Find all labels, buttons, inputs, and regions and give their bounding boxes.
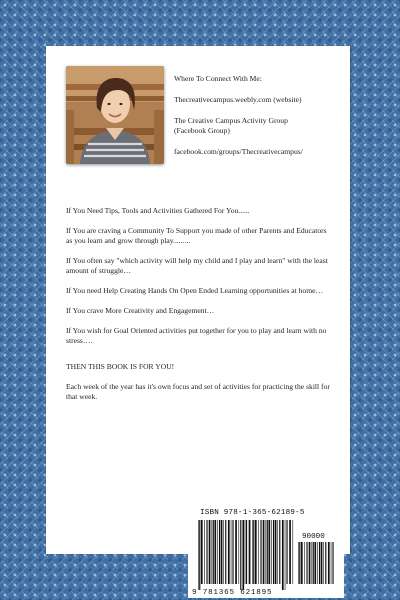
barcode-bar xyxy=(253,520,254,584)
barcode-bar xyxy=(235,520,237,584)
barcode-bar xyxy=(255,520,257,584)
barcode-bar xyxy=(319,542,320,584)
blurb-paragraph-tips: If You Need Tips, Tools and Activities Gathered For You...... xyxy=(66,206,250,215)
barcode-bar xyxy=(298,542,299,584)
facebook-group-link[interactable]: facebook.com/groups/Thecreativecampus/ xyxy=(174,147,303,156)
closing-paragraph: Each week of the year has it's own focus and set of activities for practicing the skill for that week. xyxy=(66,382,330,401)
barcode-bar xyxy=(219,520,220,584)
connect-heading: Where To Connect With Me: xyxy=(174,74,262,83)
barcode-bar xyxy=(285,520,286,590)
author-photo xyxy=(66,66,164,164)
barcode-bar xyxy=(325,542,326,584)
back-cover-panel xyxy=(46,46,350,554)
barcode-bar xyxy=(328,542,330,584)
barcode-bar xyxy=(225,520,226,584)
price-code: 90000 xyxy=(302,533,325,541)
barcode-bar xyxy=(275,520,277,584)
barcode-bar xyxy=(232,520,233,584)
barcode-bar xyxy=(242,520,244,590)
barcode-bar xyxy=(321,542,323,584)
blurb-paragraph-activity: If You often say "which activity will help my child and I play and learn" with the least amount of struggle… xyxy=(66,256,328,275)
barcode-bar xyxy=(304,542,305,584)
barcode-bar xyxy=(198,520,199,590)
barcode-bar xyxy=(286,520,287,584)
barcode-bar xyxy=(279,520,280,584)
barcode-bar xyxy=(246,520,247,584)
facebook-group-name: The Creative Campus Activity Group xyxy=(174,116,288,125)
ean-digits: 9 781365 621895 xyxy=(192,589,273,597)
barcode-bar xyxy=(223,520,224,584)
barcode-bar xyxy=(263,520,265,584)
price-addon-bars xyxy=(298,542,334,590)
barcode-bar xyxy=(271,520,272,584)
barcode-bar xyxy=(252,520,253,584)
barcode-bar xyxy=(273,520,274,584)
barcode-bar xyxy=(289,520,291,584)
connect-section xyxy=(174,74,344,157)
barcode-bar xyxy=(249,520,251,584)
isbn-barcode xyxy=(188,506,344,598)
barcode-bar xyxy=(214,520,216,584)
barcode-bar xyxy=(212,520,213,584)
barcode-bar xyxy=(204,520,205,584)
barcode-bar xyxy=(245,520,246,584)
barcode-bar xyxy=(201,520,203,584)
barcode-bar xyxy=(317,542,318,584)
barcode-bar xyxy=(331,542,332,584)
barcode-bar xyxy=(217,520,218,584)
barcode-bar xyxy=(314,542,316,584)
blurb-paragraph-creativity: If You crave More Creativity and Engagement… xyxy=(66,306,215,315)
barcode-bar xyxy=(332,542,333,584)
barcode-bar xyxy=(231,520,232,584)
barcode-bar xyxy=(277,520,278,584)
barcode-bar xyxy=(299,542,300,584)
barcode-bar xyxy=(267,520,268,584)
isbn-label: ISBN 978-1-365-62189-5 xyxy=(200,509,305,517)
barcode-bar xyxy=(313,542,314,584)
barcode-bar xyxy=(282,520,284,590)
blurb-paragraph-hands-on: If You need Help Creating Hands On Open Ended Learning opportunities at home… xyxy=(66,286,324,295)
blurb-paragraph-community: If You are craving a Community To Support you made of other Parents and Educators as you learn and grow through play......... xyxy=(66,226,327,245)
barcode-bar xyxy=(260,520,261,584)
barcode-bar xyxy=(323,542,324,584)
author-photo-image xyxy=(66,66,164,164)
barcode-bar xyxy=(309,542,311,584)
barcode-bar xyxy=(213,520,214,584)
barcode-bar xyxy=(268,520,270,584)
barcode-bar xyxy=(206,520,207,584)
ean-barcode-bars xyxy=(198,520,294,590)
barcode-bar xyxy=(239,520,240,584)
barcode-bar xyxy=(293,520,294,584)
barcode-bar xyxy=(228,520,230,584)
barcode-bar xyxy=(258,520,259,584)
barcode-bar xyxy=(312,542,313,584)
barcode-bar xyxy=(209,520,211,584)
barcode-bar xyxy=(266,520,267,584)
call-to-action: THEN THIS BOOK IS FOR YOU! xyxy=(66,362,175,371)
barcode-bar xyxy=(240,520,241,590)
barcode-bar xyxy=(301,542,303,584)
barcode-bar xyxy=(306,542,307,584)
blurb-section xyxy=(66,206,330,412)
barcode-bar xyxy=(221,520,223,584)
website-link[interactable]: Thecreativecampus.weebly.com (website) xyxy=(174,95,302,104)
barcode-bar xyxy=(199,520,200,590)
facebook-group-type: (Facebook Group) xyxy=(174,126,230,135)
blurb-paragraph-goals: If You wish for Goal Oriented activities put together for you to play and learn with no stress…. xyxy=(66,326,327,345)
